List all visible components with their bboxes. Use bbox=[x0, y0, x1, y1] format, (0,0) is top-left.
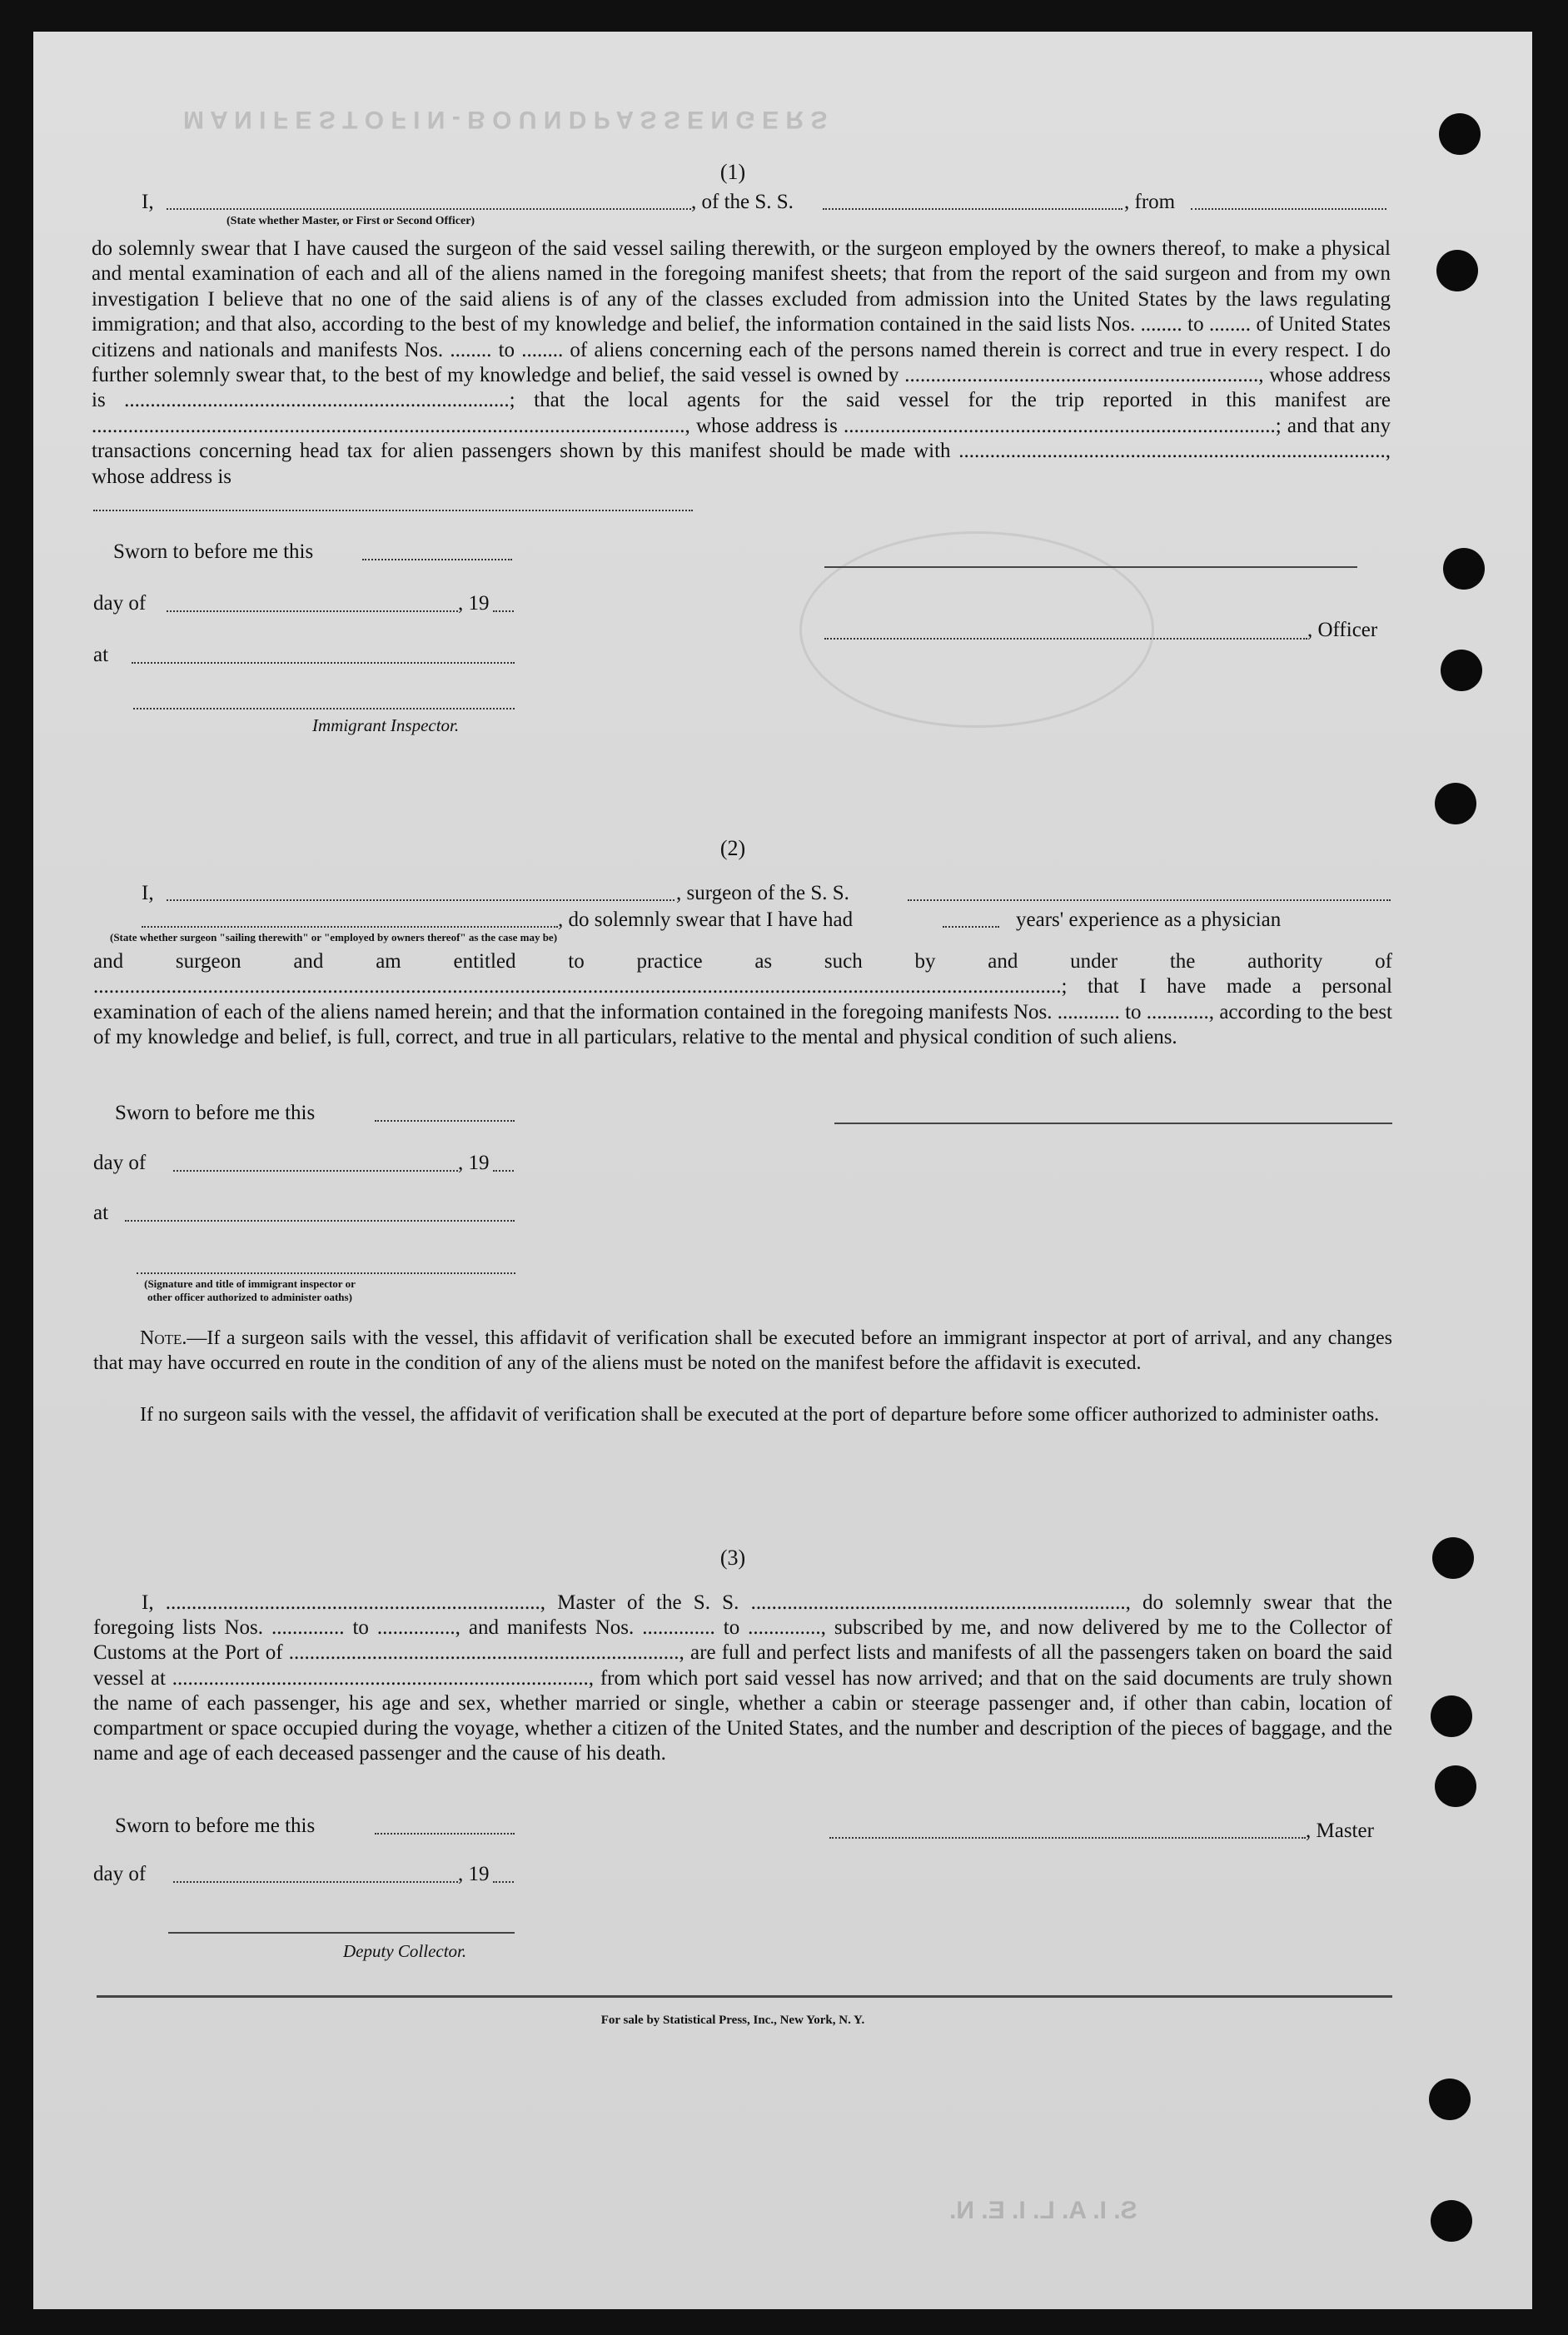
surgeon-status-caption: (State whether surgeon "sailing therewith" or "employed by owners thereof" as the case may be) bbox=[110, 931, 558, 943]
punch-hole bbox=[1432, 1537, 1474, 1579]
at-field-2[interactable] bbox=[125, 1220, 515, 1222]
surgeon-signature-line[interactable] bbox=[834, 1123, 1392, 1124]
officer-signature-line-b[interactable] bbox=[824, 638, 1307, 640]
section-number-1: (1) bbox=[719, 160, 746, 184]
bleed-through-header: M A N I F E S T O F I N - B O U N D P A S S E N G E R S bbox=[183, 106, 828, 133]
agent-address-continuation-field[interactable] bbox=[93, 510, 693, 511]
master-signature-field[interactable] bbox=[829, 1837, 1306, 1839]
sworn-label-2: Sworn to before me this bbox=[115, 1102, 316, 1124]
manifest-affidavit-page bbox=[33, 32, 1532, 2309]
surgeon-swear-label: , do solemnly swear that I have had bbox=[558, 909, 854, 931]
officer-rank-caption: (State whether Master, or First or Second Officer) bbox=[226, 215, 475, 227]
section1-i-label: I, bbox=[142, 191, 154, 213]
sworn-date-field-2[interactable] bbox=[375, 1120, 515, 1122]
sworn-date-field-1[interactable] bbox=[362, 559, 512, 560]
inspector-signature-field[interactable] bbox=[133, 708, 515, 709]
section-number-2: (2) bbox=[719, 836, 746, 860]
punch-hole bbox=[1435, 783, 1476, 824]
day-of-field-1[interactable] bbox=[167, 610, 458, 612]
surgeon-of-ss-label: , surgeon of the S. S. bbox=[676, 882, 849, 904]
from-label: , from bbox=[1124, 191, 1176, 213]
officer-label: , Officer bbox=[1307, 619, 1378, 641]
of-the-ss-label: , of the S. S. bbox=[691, 191, 794, 213]
sworn-date-field-3[interactable] bbox=[375, 1833, 515, 1835]
sworn-label-3: Sworn to before me this bbox=[115, 1815, 316, 1837]
year-field-1[interactable] bbox=[493, 610, 514, 612]
section2-affidavit-text: and surgeon and am entitled to practice as such by and under the authority of ..........................................................................................................................................................................................; that I have made a personal examination of each of the aliens named herein; and that the information contained in the foregoing manifests Nos. ............ to ............, according to the best of my knowledge and belief, is full, correct, and true in all particulars, relative to the mental and physical condition of such aliens. bbox=[93, 950, 1392, 1049]
years-experience-field[interactable] bbox=[943, 926, 999, 928]
faint-stamp-mark bbox=[799, 531, 1154, 728]
year-label-3: , 19 bbox=[458, 1863, 490, 1885]
punch-hole bbox=[1441, 650, 1482, 691]
vessel-name-field[interactable] bbox=[823, 208, 1122, 210]
authority-signature-field[interactable] bbox=[137, 1272, 515, 1274]
note-paragraph-2: If no surgeon sails with the vessel, the affidavit of verification shall be executed at the port of departure before some officer authorized to administer oaths. bbox=[140, 1404, 1380, 1426]
surgeon-vessel-field[interactable] bbox=[908, 899, 1391, 901]
at-label-1: at bbox=[93, 644, 109, 666]
years-experience-label: years' experience as a physician bbox=[1016, 909, 1282, 931]
surgeon-name-field[interactable] bbox=[167, 899, 674, 901]
officer-signature-line-a[interactable] bbox=[824, 566, 1357, 568]
section3-affidavit-text: I, ........................................................................, Master of the S. S. ........................................................................, do solemnly swear that the foregoing lists Nos. .............. to ..............., and manifests Nos. .............. to .............., subscribed by me, and now delivered by me to the Collector of Customs at the Port of ..........................................................................., are full and perfect lists and manifests of all the passengers taken on board the said vessel at ................................................................................, from which port said vessel has now arrived; and that on the said documents are truly shown the name of each passenger, his age and sex, whether married or single, whether a cabin or steerage passenger and, if other than cabin, location of compartment or space occupied during the voyage, whether a citizen of the United States, and the number and description of the pieces of baggage, and the name and age of each deceased passenger and the cause of his death. bbox=[93, 1591, 1392, 1765]
at-field-1[interactable] bbox=[132, 662, 515, 664]
collector-signature-line[interactable] bbox=[168, 1932, 515, 1934]
punch-hole bbox=[1436, 250, 1478, 291]
note-paragraph-1 bbox=[93, 1326, 1392, 1376]
master-label: , Master bbox=[1306, 1820, 1374, 1842]
punch-hole bbox=[1443, 548, 1485, 590]
deputy-collector-caption: Deputy Collector. bbox=[343, 1941, 467, 1961]
day-of-label-2: day of bbox=[93, 1152, 147, 1174]
year-label-2: , 19 bbox=[458, 1152, 490, 1174]
year-label-1: , 19 bbox=[458, 592, 490, 615]
note-label: Note. bbox=[140, 1327, 187, 1349]
bleed-through-footer: S. I. A. L. I. E. N. bbox=[949, 2197, 1137, 2224]
year-field-3[interactable] bbox=[493, 1881, 514, 1883]
punch-hole bbox=[1431, 2200, 1472, 2242]
punch-hole bbox=[1435, 1765, 1476, 1807]
section2-i-label: I, bbox=[142, 882, 154, 904]
day-of-field-2[interactable] bbox=[173, 1170, 458, 1172]
day-of-field-3[interactable] bbox=[173, 1881, 458, 1883]
sworn-label-1: Sworn to before me this bbox=[113, 540, 314, 563]
note-text-1: —If a surgeon sails with the vessel, this affidavit of verification shall be executed before an immigrant inspector at port of arrival, and any changes that may have occurred en route in the condition of any of the aliens must be noted on the manifest before the affidavit is executed. bbox=[93, 1327, 1392, 1374]
punch-hole bbox=[1429, 2079, 1471, 2120]
punch-hole bbox=[1439, 113, 1481, 155]
section1-affidavit-text: do solemnly swear that I have caused the surgeon of the said vessel sailing therewith, or the surgeon employed by the owners thereof, to make a physical and mental examination of each and all of the aliens named in the foregoing manifest sheets; that from the report of the said surgeon and from my own investigation I believe that no one of the said aliens is of any of the classes excluded from admission into the United States by the laws regulating immigration; and that also, according to the best of my knowledge and belief, the information contained in the said lists Nos. ........ to ........ of United States citizens and nationals and manifests Nos. ........ to ........ of aliens concerning each of the persons named therein is correct and true in every respect. I do further solemnly swear that, to the best of my knowledge and belief, the said vessel is owned by ...................................................................., whose address is ..........................................................................; that the local agents for the said vessel for the trip reported in this manifest are .................................................................................................................., whose address is ...................................................................................; and that any transactions concerning head tax for alien passengers shown by this manifest should be made with .................................................................................., whose address is bbox=[92, 237, 1391, 488]
section-number-3: (3) bbox=[719, 1546, 746, 1570]
day-of-label-1: day of bbox=[93, 592, 147, 615]
footer-rule bbox=[97, 1995, 1392, 1998]
at-label-2: at bbox=[93, 1202, 109, 1224]
year-field-2[interactable] bbox=[493, 1170, 514, 1172]
punch-hole bbox=[1431, 1695, 1472, 1737]
signature-title-caption: (Signature and title of immigrant inspector or other officer authorized to administer oaths) bbox=[144, 1277, 356, 1303]
surgeon-status-field[interactable] bbox=[142, 926, 558, 928]
officer-name-field[interactable] bbox=[167, 208, 691, 210]
day-of-label-3: day of bbox=[93, 1863, 147, 1885]
immigrant-inspector-caption: Immigrant Inspector. bbox=[312, 715, 460, 735]
printer-credit: For sale by Statistical Press, Inc., New York, N. Y. bbox=[600, 2014, 865, 2027]
departure-port-field[interactable] bbox=[1191, 208, 1386, 210]
